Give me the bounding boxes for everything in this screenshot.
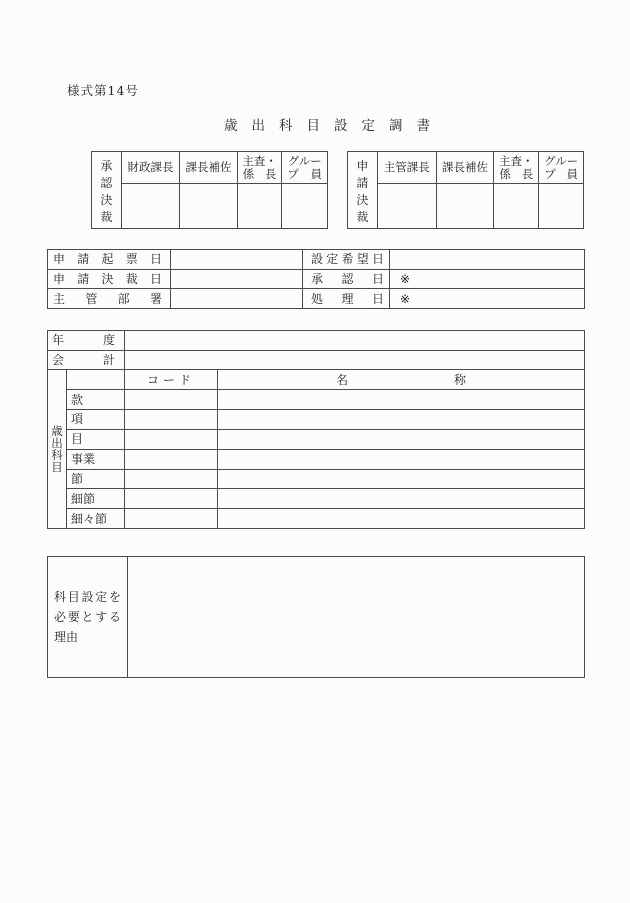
application-approval-date-value[interactable] (171, 269, 303, 289)
reason-value-area[interactable] (128, 557, 584, 677)
subject-level-label: 項 (67, 409, 125, 429)
stamp-signature-cell[interactable] (494, 184, 538, 228)
subject-name-cell[interactable] (218, 489, 585, 509)
subject-level-label: 細々節 (67, 509, 125, 529)
subject-row-kan (48, 390, 585, 410)
subject-row-moku (48, 429, 585, 449)
stamp-column-finance-chief (122, 152, 181, 228)
subject-row-ko (48, 409, 585, 429)
responsible-department-value[interactable] (171, 289, 303, 309)
application-draft-date-label: 申 請 起 票 日 (48, 250, 171, 270)
reason-label-line: 必 要 と す る (54, 610, 121, 624)
stamp-signature-cell[interactable] (238, 184, 282, 228)
expenditure-subject-table (47, 330, 585, 529)
subject-name-cell[interactable] (218, 390, 585, 410)
subject-level-label: 款 (67, 390, 125, 410)
responsible-department-label: 主 管 部 署 (48, 289, 171, 309)
stamp-header-text: 主管課長 (383, 160, 430, 174)
account-row (48, 350, 585, 370)
name-column-header: 名 称 (218, 370, 585, 390)
subject-code-cell[interactable] (125, 469, 218, 489)
desired-setting-date-value[interactable] (390, 250, 585, 270)
stamp-header-text: 課長補佐 (442, 160, 488, 174)
stamp-column-header (494, 152, 538, 184)
stamp-column-chief-examiner (494, 152, 539, 228)
stamp-signature-cell[interactable] (378, 184, 436, 228)
subject-code-cell[interactable] (125, 409, 218, 429)
subject-row-saisaisetsu (48, 509, 585, 529)
stamp-header-text2: プ 員 (287, 166, 322, 181)
account-label: 会 計 (48, 350, 125, 370)
subject-code-cell[interactable] (125, 449, 218, 469)
fiscal-year-value[interactable] (125, 331, 585, 351)
subject-row-setsu (48, 469, 585, 489)
stamp-column-header (539, 152, 583, 184)
subject-level-label: 節 (67, 469, 125, 489)
subject-code-cell[interactable] (125, 509, 218, 529)
stamp-column-header (180, 152, 237, 184)
dates-row (48, 250, 585, 270)
page-title: 歳出科目設定調書 (224, 118, 444, 134)
stamp-column-chief-examiner (238, 152, 283, 228)
stamp-signature-cell[interactable] (122, 184, 180, 228)
application-stamp-table (347, 151, 584, 229)
stamp-header-text: グルー (287, 153, 322, 168)
approval-stamp-table (91, 151, 328, 229)
subject-name-cell[interactable] (218, 409, 585, 429)
stamp-header-text: グルー (544, 153, 579, 168)
subject-name-cell[interactable] (218, 509, 585, 529)
subject-code-cell[interactable] (125, 429, 218, 449)
application-draft-date-value[interactable] (171, 250, 303, 270)
stamp-header-text2: 係 長 (499, 166, 534, 181)
stamp-signature-cell[interactable] (539, 184, 583, 228)
approved-date-value[interactable]: ※ (390, 269, 585, 289)
stamp-column-header (238, 152, 282, 184)
approved-date-label: 承 認 日 (303, 269, 390, 289)
form-number: 様式第14号 (67, 83, 139, 98)
stamp-column-header (437, 152, 494, 184)
reason-label (48, 557, 128, 677)
subject-row-jigyo (48, 449, 585, 469)
stamp-signature-cell[interactable] (437, 184, 494, 228)
dates-row (48, 269, 585, 289)
subject-name-cell[interactable] (218, 469, 585, 489)
fiscal-year-label: 年 度 (48, 331, 125, 351)
fiscal-year-row (48, 331, 585, 351)
code-column-header: コード (125, 370, 218, 390)
stamp-column-group-member (539, 152, 583, 228)
stamp-column-header (122, 152, 180, 184)
subject-code-cell[interactable] (125, 390, 218, 410)
subject-name-cell[interactable] (218, 429, 585, 449)
stamp-header-text2: 係 長 (242, 166, 277, 181)
desired-setting-date-label: 設 定 希 望 日 (303, 250, 390, 270)
subject-level-label: 細節 (67, 489, 125, 509)
stamp-column-section-chief (378, 152, 437, 228)
stamp-signature-cell[interactable] (282, 184, 327, 228)
stamp-column-header (282, 152, 327, 184)
processed-date-value[interactable]: ※ (390, 289, 585, 309)
application-approval-date-label: 申 請 決 裁 日 (48, 269, 171, 289)
stamp-column-group-member (282, 152, 327, 228)
subject-header-spacer (67, 370, 125, 390)
reason-box (47, 556, 585, 678)
processed-date-label: 処 理 日 (303, 289, 390, 309)
expenditure-subject-side-label: 歳 出 科 目 (48, 370, 67, 529)
subject-code-cell[interactable] (125, 489, 218, 509)
account-value[interactable] (125, 350, 585, 370)
reason-label-line: 科 目 設 定 を (54, 590, 121, 604)
approval-side-label: 承 認 決 裁 (92, 152, 122, 228)
dates-table (47, 249, 585, 309)
stamp-column-header (378, 152, 436, 184)
stamp-header-text: 課長補佐 (185, 160, 232, 174)
stamp-column-deputy-manager (180, 152, 238, 228)
stamp-header-text: 主査・ (242, 153, 277, 168)
stamp-signature-cell[interactable] (180, 184, 237, 228)
subject-name-cell[interactable] (218, 449, 585, 469)
stamp-header-text2: プ 員 (544, 166, 578, 181)
dates-row (48, 289, 585, 309)
subject-header-row (48, 370, 585, 390)
stamp-header-text: 財政課長 (127, 160, 174, 174)
stamp-header-text: 主査・ (499, 153, 534, 168)
reason-label-line: 理由 (54, 630, 79, 644)
stamp-column-deputy-manager (437, 152, 495, 228)
subject-level-label: 事業 (67, 449, 125, 469)
subject-row-saisetsu (48, 489, 585, 509)
application-side-label: 申 請 決 裁 (348, 152, 378, 228)
subject-level-label: 目 (67, 429, 125, 449)
